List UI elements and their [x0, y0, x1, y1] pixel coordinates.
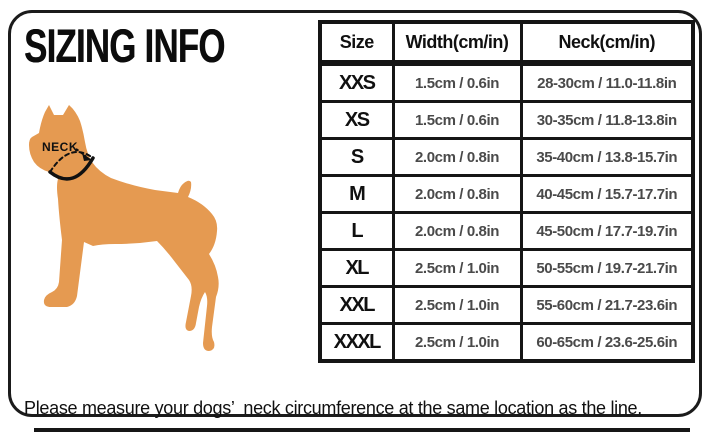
- size-cell: S: [320, 139, 393, 176]
- table-row: [320, 287, 693, 324]
- neck-cell: 28-30cm / 11.0-11.8in: [521, 63, 693, 102]
- page-title: SIZING INFO: [24, 19, 225, 72]
- size-cell: M: [320, 176, 393, 213]
- width-cell: 1.5cm / 0.6in: [393, 63, 521, 102]
- column-header-neck: Neck(cm/in): [521, 22, 693, 63]
- width-cell: 2.5cm / 1.0in: [393, 324, 521, 362]
- neck-label: NECK: [42, 140, 79, 154]
- neck-cell: 55-60cm / 21.7-23.6in: [521, 287, 693, 324]
- measure-instruction-note: Please measure your dogs’ neck circumference at the same location as the line.: [24, 398, 642, 418]
- table-row: [320, 213, 693, 250]
- table-row: [320, 139, 693, 176]
- width-cell: 2.0cm / 0.8in: [393, 176, 521, 213]
- width-cell: 2.0cm / 0.8in: [393, 213, 521, 250]
- neck-cell: 40-45cm / 15.7-17.7in: [521, 176, 693, 213]
- column-header-width: Width(cm/in): [393, 22, 521, 63]
- size-cell: L: [320, 213, 393, 250]
- neck-cell: 50-55cm / 19.7-21.7in: [521, 250, 693, 287]
- table-row: [320, 250, 693, 287]
- size-cell: XL: [320, 250, 393, 287]
- size-cell: XS: [320, 102, 393, 139]
- size-cell: XXXL: [320, 324, 393, 362]
- sizing-table: [318, 20, 695, 363]
- table-row: [320, 63, 693, 102]
- neck-cell: 60-65cm / 23.6-25.6in: [521, 324, 693, 362]
- neck-cell: 45-50cm / 17.7-19.7in: [521, 213, 693, 250]
- table-row: [320, 324, 693, 362]
- bottom-divider: [34, 428, 690, 432]
- neck-cell: 30-35cm / 11.8-13.8in: [521, 102, 693, 139]
- size-cell: XXS: [320, 63, 393, 102]
- table-row: [320, 176, 693, 213]
- header-row: [320, 22, 693, 63]
- dog-svg: [20, 100, 250, 380]
- width-cell: 2.5cm / 1.0in: [393, 287, 521, 324]
- table-row: [320, 102, 693, 139]
- column-header-size: Size: [320, 22, 393, 63]
- neck-cell: 35-40cm / 13.8-15.7in: [521, 139, 693, 176]
- size-cell: XXL: [320, 287, 393, 324]
- width-cell: 2.5cm / 1.0in: [393, 250, 521, 287]
- dog-illustration: [20, 100, 250, 380]
- width-cell: 1.5cm / 0.6in: [393, 102, 521, 139]
- width-cell: 2.0cm / 0.8in: [393, 139, 521, 176]
